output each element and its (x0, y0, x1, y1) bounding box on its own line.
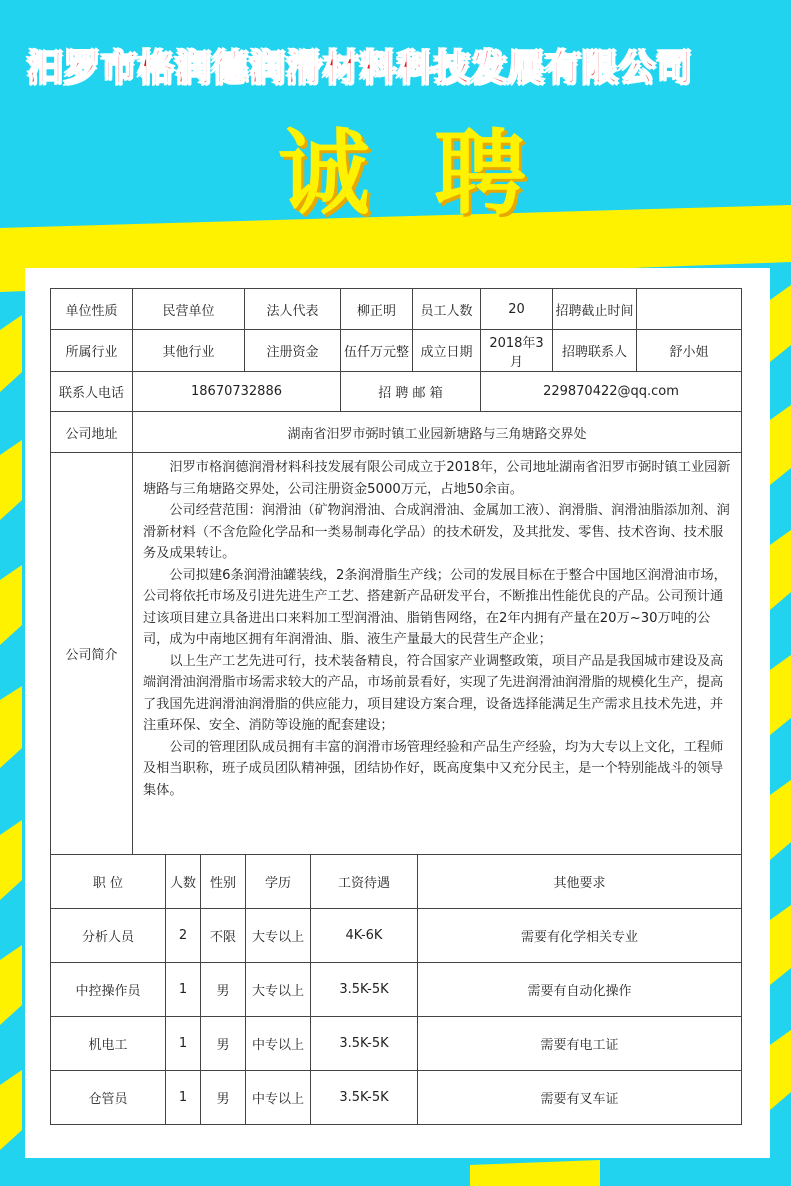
intro-paragraph: 公司的管理团队成员拥有丰富的润滑市场管理经验和产品生产经验，均为大专以上文化，工程师及相当职称，班子成员团队精神强，团结协作好，既高度集中又充分民主，是一个特别能战斗的领导集体。 (143, 739, 724, 798)
job-gender: 男 (201, 1017, 246, 1071)
job-education: 中专以上 (246, 1071, 311, 1125)
legal-rep-label: 法人代表 (245, 289, 341, 330)
capital-label: 注册资金 (245, 330, 341, 372)
phone-label: 联系人电话 (51, 372, 133, 412)
legal-rep-value: 柳正明 (341, 289, 413, 330)
job-requirement: 需要有化学相关专业 (418, 909, 742, 963)
address-value: 湖南省汨罗市弼时镇工业园新塘路与三角塘路交界处 (133, 412, 742, 453)
job-salary: 3.5K-5K (311, 1071, 418, 1125)
intro-paragraph: 以上生产工艺先进可行，技术装备精良，符合国家产业调整政策，项目产品是我国城市建设及高端润滑油润滑脂市场需求较大的产品，市场前景看好，实现了先进润滑油润滑脂的规模化生产，提高了我国先进润滑油润滑脂的供应能力，项目建设方案合理，设备选择能满足生产需求且技术先进，并注重环保、安全、消防等设施的配套建设； (143, 653, 724, 733)
col-requirement: 其他要求 (418, 855, 742, 909)
job-count: 1 (166, 963, 201, 1017)
job-gender: 男 (201, 963, 246, 1017)
col-count: 人数 (166, 855, 201, 909)
company-name: 汨罗市格润德润滑材料科技发展有限公司 (26, 48, 693, 89)
job-count: 1 (166, 1017, 201, 1071)
founded-label: 成立日期 (413, 330, 481, 372)
intro-paragraph: 公司经营范围：润滑油（矿物润滑油、合成润滑油、金属加工液）、润滑脂、润滑油脂添加剂、润滑新材料（不含危险化学品和一类易制毒化学品）的技术研发，及其批发、零售、技术咨询、技术服务及成果转让。 (143, 503, 730, 561)
intro-label: 公司简介 (51, 453, 133, 855)
table-row (51, 909, 742, 963)
job-education: 大专以上 (246, 909, 311, 963)
job-requirement: 需要有电工证 (418, 1017, 742, 1071)
table-row (51, 1017, 742, 1071)
company-intro (133, 453, 742, 855)
deadline-value (637, 289, 742, 330)
phone-value: 18670732886 (133, 372, 341, 412)
job-position: 分析人员 (51, 909, 166, 963)
address-label: 公司地址 (51, 412, 133, 453)
col-position: 职 位 (51, 855, 166, 909)
job-position: 机电工 (51, 1017, 166, 1071)
job-position: 仓管员 (51, 1071, 166, 1125)
job-count: 1 (166, 1071, 201, 1125)
job-education: 中专以上 (246, 1017, 311, 1071)
industry-value: 其他行业 (133, 330, 245, 372)
job-salary: 3.5K-5K (311, 1017, 418, 1071)
company-info-table (50, 288, 742, 855)
email-value: 229870422@qq.com (481, 372, 742, 412)
staff-count-value: 20 (481, 289, 553, 330)
job-gender: 不限 (201, 909, 246, 963)
col-education: 学历 (246, 855, 311, 909)
col-gender: 性别 (201, 855, 246, 909)
table-row (51, 963, 742, 1017)
job-requirement: 需要有叉车证 (418, 1071, 742, 1125)
contact-person-label: 招聘联系人 (553, 330, 637, 372)
job-salary: 3.5K-5K (311, 963, 418, 1017)
industry-label: 所属行业 (51, 330, 133, 372)
nature-value: 民营单位 (133, 289, 245, 330)
founded-value: 2018年3月 (481, 330, 553, 372)
job-education: 大专以上 (246, 963, 311, 1017)
intro-paragraph: 公司拟建6条润滑油罐装线，2条润滑脂生产线；公司的发展目标在于整合中国地区润滑油市场，公司将依托市场及引进先进生产工艺、搭建新产品研发平台，不断推出性能优良的产品。公司预计通过该项目建立具备进出口来料加工型润滑油、脂销售网络，在2年内拥有产量在20万~30万吨的公司，成为中南地区拥有年润滑油、脂、液生产量最大的民营生产企业； (143, 567, 727, 647)
jobs-header-row (51, 855, 742, 909)
job-salary: 4K-6K (311, 909, 418, 963)
job-gender: 男 (201, 1071, 246, 1125)
deadline-label: 招聘截止时间 (553, 289, 637, 330)
col-salary: 工资待遇 (311, 855, 418, 909)
capital-value: 伍仟万元整 (341, 330, 413, 372)
recruit-title: 诚 聘 (277, 120, 543, 227)
jobs-table (50, 854, 742, 1125)
job-requirement: 需要有自动化操作 (418, 963, 742, 1017)
intro-paragraph: 汨罗市格润德润滑材料科技发展有限公司成立于2018年，公司地址湖南省汨罗市弼时镇工业园新塘路与三角塘路交界处，公司注册资金5000万元，占地50余亩。 (143, 460, 731, 497)
contact-person-value: 舒小姐 (637, 330, 742, 372)
staff-count-label: 员工人数 (413, 289, 481, 330)
table-row (51, 1071, 742, 1125)
job-count: 2 (166, 909, 201, 963)
job-position: 中控操作员 (51, 963, 166, 1017)
nature-label: 单位性质 (51, 289, 133, 330)
email-label: 招 聘 邮 箱 (341, 372, 481, 412)
